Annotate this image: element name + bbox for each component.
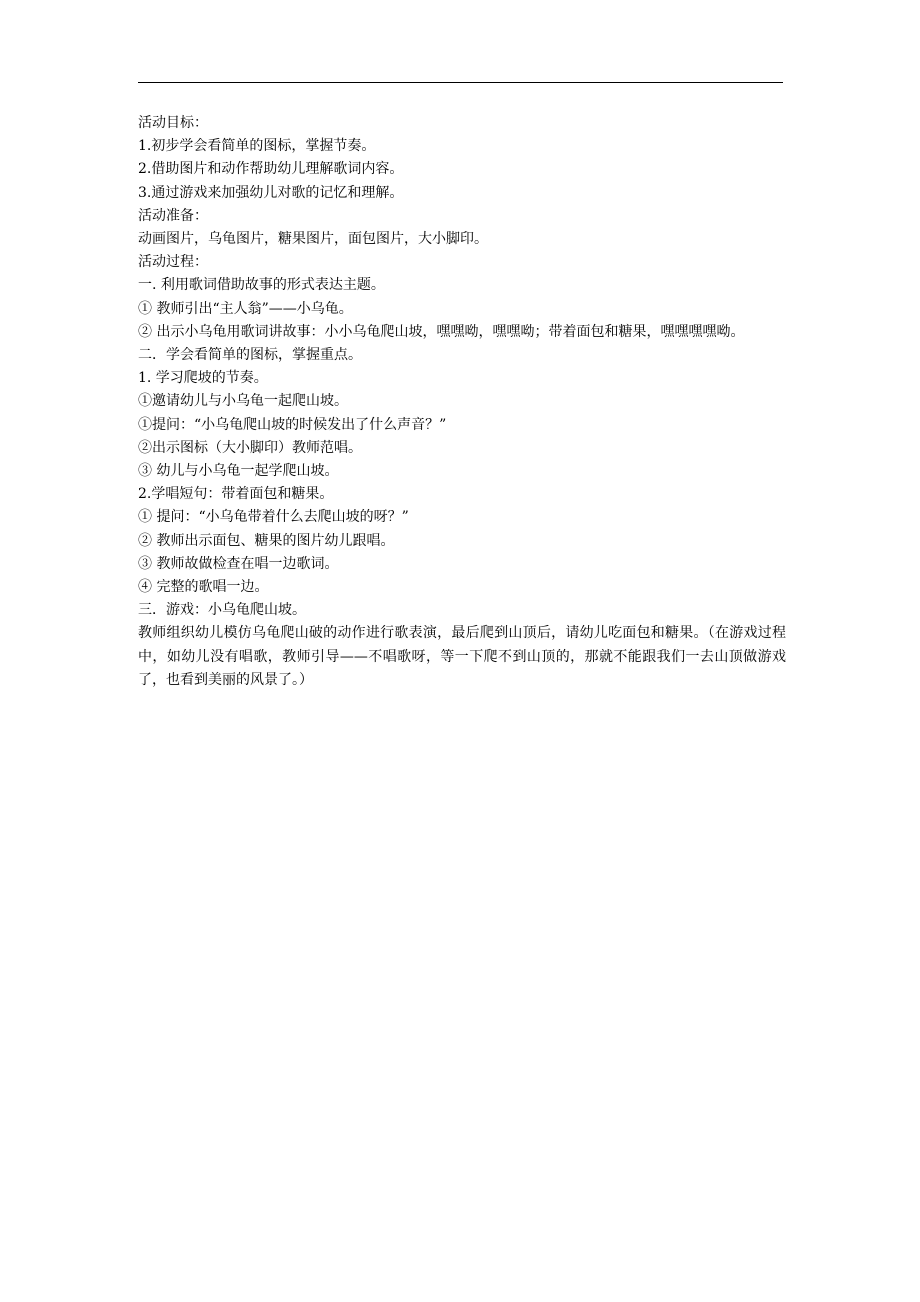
section-heading-goals: 活动目标： xyxy=(138,115,208,131)
process-step-heading: 二．学会看简单的图标，掌握重点。 xyxy=(138,347,362,364)
process-item: ①邀请幼儿与小乌龟一起爬山坡。 xyxy=(138,393,348,410)
process-item: ②出示图标（大小脚印）教师范唱。 xyxy=(138,439,362,456)
section-heading-preparation: 活动准备： xyxy=(138,207,208,224)
process-item: ③ 幼儿与小乌龟一起学爬山坡。 xyxy=(138,463,339,480)
process-item-paragraph: ② 出示小乌龟用歌词讲故事：小小乌龟爬山坡，嘿嘿呦，嘿嘿呦；带着面包和糖果，嘿嘿嘿嘿呦。 xyxy=(138,323,745,340)
process-item: ① 教师引出“主人翁”——小乌龟。 xyxy=(138,300,353,317)
goal-item: 1.初步学会看简单的图标，掌握节奏。 xyxy=(138,138,376,155)
process-item: ② 教师出示面包、糖果的图片幼儿跟唱。 xyxy=(138,532,395,549)
process-item: ④ 完整的歌唱一边。 xyxy=(138,579,269,596)
game-paragraph: 教师组织幼儿模仿乌龟爬山破的动作进行歌表演，最后爬到山顶后，请幼儿吃面包和糖果。（在游戏过程中，如幼儿没有唱歌，教师引导——不唱歌呀，等一下爬不到山顶的，那就不能跟我们一去山顶做游戏了，也看到美丽的风景了。） xyxy=(138,625,786,688)
process-step-heading: 一. 利用歌词借助故事的形式表达主题。 xyxy=(138,277,385,294)
header-rule xyxy=(138,82,783,83)
preparation-text: 动画图片，乌龟图片，糖果图片，面包图片，大小脚印。 xyxy=(138,231,488,248)
process-step-heading: 三．游戏：小乌龟爬山坡。 xyxy=(138,602,306,619)
process-item: ① 提问：“小乌龟带着什么去爬山坡的呀？” xyxy=(138,509,409,526)
goal-item: 2.借助图片和动作帮助幼儿理解歌词内容。 xyxy=(138,161,404,178)
process-sub-heading: 2.学唱短句：带着面包和糖果。 xyxy=(138,486,334,503)
goal-item: 3.通过游戏来加强幼儿对歌的记忆和理解。 xyxy=(138,184,404,201)
process-sub-heading: 1. 学习爬坡的节奏。 xyxy=(138,370,268,387)
process-item: ①提问：“小乌龟爬山坡的时候发出了什么声音？” xyxy=(138,416,447,433)
document-body xyxy=(138,112,786,692)
process-item: ③ 教师故做检查在唱一边歌词。 xyxy=(138,555,339,572)
section-heading-process: 活动过程： xyxy=(138,254,208,271)
